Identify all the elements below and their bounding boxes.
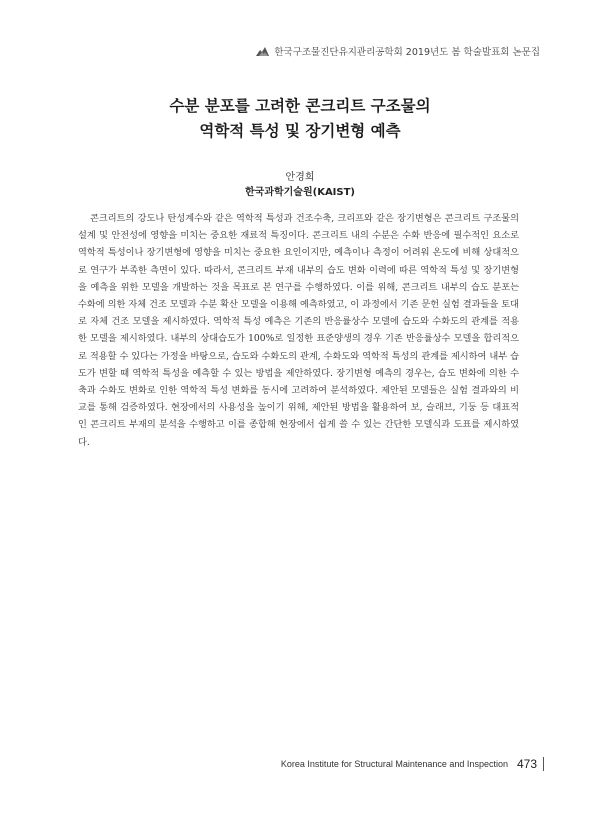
title-line-2: 역학적 특성 및 장기변형 예측 <box>199 122 401 140</box>
mountain-logo-icon <box>256 47 269 56</box>
running-header <box>256 44 540 58</box>
abstract-body: 콘크리트의 강도나 탄성계수와 같은 역학적 특성과 건조수축, 크리프와 같은 장기변형은 콘크리트 구조물의 설계 및 안전성에 영향을 미치는 중요한 재료적 특징이다. 콘크리트 내의 수분은 수화 반응에 필수적인 요소로 역학적 특성이나 장기변형에 영향을 미치는 중요한 요인이지만, 예측이나 측정이 어려워 온도에 비해 상대적으로 연구가 부족한 측면이 있다. 따라서, 콘크리트 부재 내부의 습도 변화 이력에 따른 역학적 특성 및 장기변형을 예측을 위한 모델을 개발하는 것을 목표로 본 연구를 수행하였다. 이를 위해, 콘크리트 내부의 습도 분포는 수화에 의한 자체 건조 모델과 수분 확산 모델을 이용해 예측하였고, 이 과정에서 기존 문헌 실험 결과들을 토대로 자체 건조 모델을 제시하였다. 역학적 특성 예측은 기존의 반응률상수 모델에 습도와 수화도의 관계를 적용한 모델을 제시하였다. 내부의 상대습도가 100%로 일정한 표준양생의 경우 기존 반응률상수 모델을 합리적으로 적용할 수 있다는 가정을 바탕으로, 습도와 수화도의 관계, 수화도와 역학적 특성의 관계를 제시하여 내부 습도가 변할 때 역학적 특성을 예측할 수 있는 방법을 제안하였다. 장기변형 예측의 경우는, 습도 변화에 의한 수축과 수화도 변화로 인한 역학적 특성 변화를 동시에 고려하여 분석하였다. 제안된 모델들은 실험 결과와의 비교를 통해 검증하였다. 현장에서의 사용성을 높이기 위해, 제안된 방법을 활용하여 보, 슬래브, 기둥 등 대표적인 콘크리트 부재의 분석을 수행하고 이를 종합해 현장에서 쉽게 쓸 수 있는 간단한 모델식과 도표를 제시하였다. <box>78 213 519 448</box>
page-number: 473 <box>516 757 537 771</box>
title-line-1: 수분 분포를 고려한 콘크리트 구조물의 <box>169 97 431 115</box>
author-affiliation: 한국과학기술원(KAIST) <box>245 187 355 198</box>
paper-title <box>0 94 600 144</box>
footer-institution: Korea Institute for Structural Maintenance and Inspection <box>280 759 508 769</box>
page-footer <box>281 757 544 771</box>
footer-divider <box>543 757 544 771</box>
header-text: 한국구조물진단유지관리공학회 2019년도 봄 학술발표회 논문집 <box>274 47 540 58</box>
author-name: 안경희 <box>285 172 315 183</box>
